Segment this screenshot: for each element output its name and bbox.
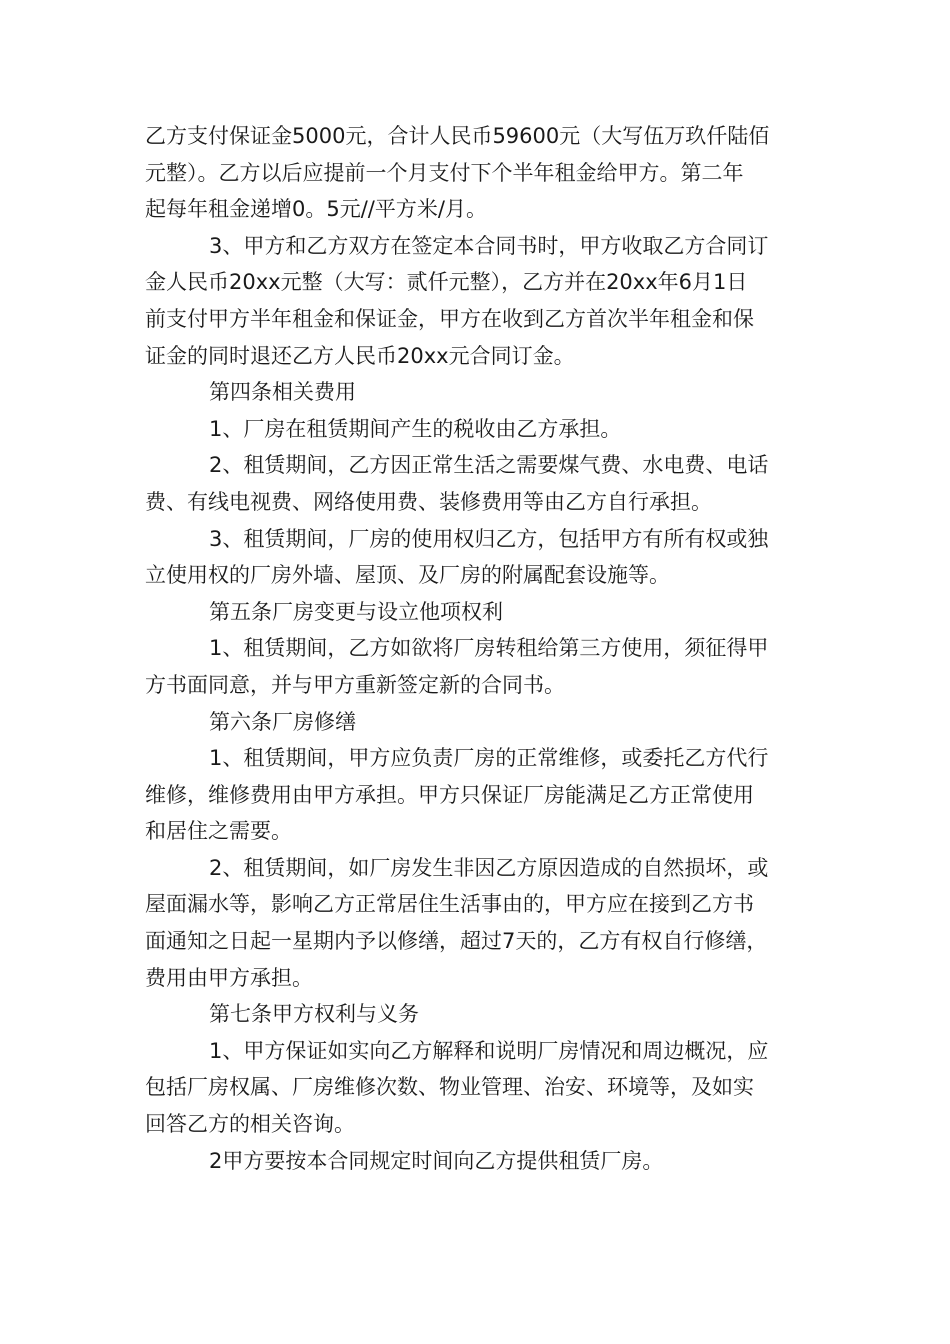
text-line: 费、有线电视费、网络使用费、装修费用等由乙方自行承担。 <box>145 489 712 514</box>
text-line: 1、租赁期间，甲方应负责厂房的正常维修，或委托乙方代行 <box>209 746 769 771</box>
text-line: 和居住之需要。 <box>145 819 292 844</box>
text-line: 2甲方要按本合同规定时间向乙方提供租赁厂房。 <box>209 1148 664 1173</box>
text-line: 3、租赁期间，厂房的使用权归乙方，包括甲方有所有权或独 <box>209 526 769 551</box>
section-heading: 第六条厂房修缮 <box>209 709 356 734</box>
text-line: 证金的同时退还乙方人民币20xx元合同订金。 <box>145 343 575 368</box>
text-line: 1、租赁期间，乙方如欲将厂房转租给第三方使用，须征得甲 <box>209 636 769 661</box>
text-line: 维修，维修费用由甲方承担。甲方只保证厂房能满足乙方正常使用 <box>145 782 754 807</box>
text-line: 1、甲方保证如实向乙方解释和说明厂房情况和周边概况，应 <box>209 1038 769 1063</box>
text-line: 回答乙方的相关咨询。 <box>145 1112 355 1137</box>
text-line: 金人民币20xx元整（大写：贰仟元整），乙方并在20xx年6月1日 <box>145 270 748 295</box>
text-line: 起每年租金递增0。5元//平方米/月。 <box>145 197 487 222</box>
text-line: 方书面同意，并与甲方重新签定新的合同书。 <box>145 672 565 697</box>
text-line: 3、甲方和乙方双方在签定本合同书时，甲方收取乙方合同订 <box>209 233 769 258</box>
text-line: 元整）。乙方以后应提前一个月支付下个半年租金给甲方。第二年 <box>145 160 744 185</box>
text-line: 屋面漏水等，影响乙方正常居住生活事由的，甲方应在接到乙方书 <box>145 892 754 917</box>
document-body <box>145 118 835 1179</box>
text-line: 1、厂房在租赁期间产生的税收由乙方承担。 <box>209 416 622 441</box>
text-line: 2、租赁期间，乙方因正常生活之需要煤气费、水电费、电话 <box>209 453 769 478</box>
text-line: 面通知之日起一星期内予以修缮，超过7天的，乙方有权自行修缮， <box>145 929 768 954</box>
section-heading: 第四条相关费用 <box>209 380 356 405</box>
text-line: 前支付甲方半年租金和保证金，甲方在收到乙方首次半年租金和保 <box>145 306 754 331</box>
section-heading: 第五条厂房变更与设立他项权利 <box>209 599 503 624</box>
text-line: 包括厂房权属、厂房维修次数、物业管理、治安、环境等，及如实 <box>145 1075 754 1100</box>
text-line: 2、租赁期间，如厂房发生非因乙方原因造成的自然损坏，或 <box>209 855 769 880</box>
text-line: 立使用权的厂房外墙、屋顶、及厂房的附属配套设施等。 <box>145 563 670 588</box>
section-heading: 第七条甲方权利与义务 <box>209 1002 419 1027</box>
text-line: 费用由甲方承担。 <box>145 965 313 990</box>
text-line: 乙方支付保证金5000元，合计人民币59600元（大写伍万玖仟陆佰 <box>145 124 770 148</box>
